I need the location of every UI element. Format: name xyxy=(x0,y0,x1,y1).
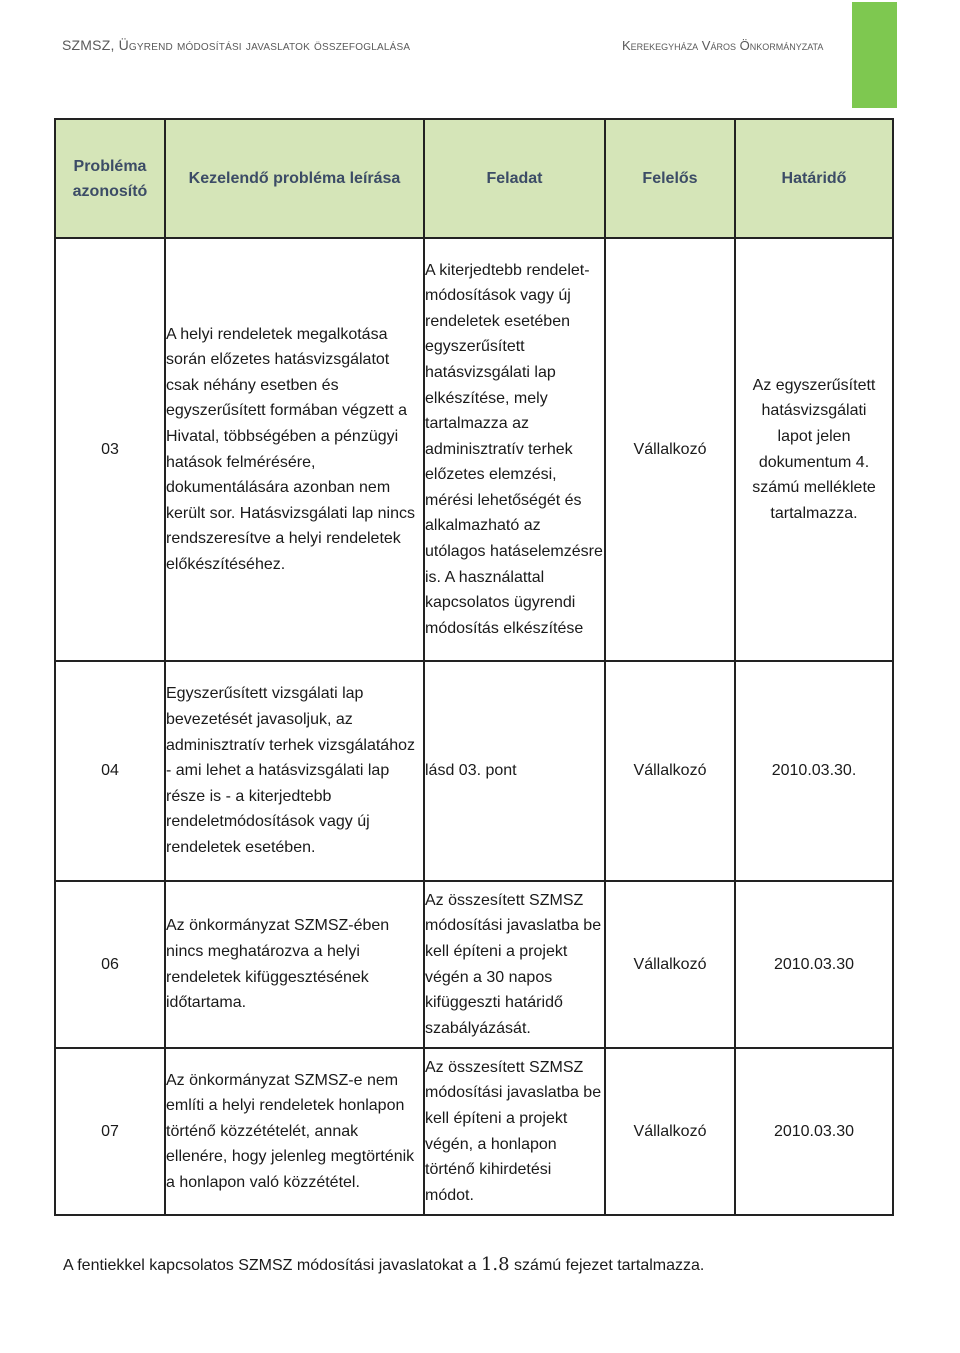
footer-text-before: A fentiekkel kapcsolatos SZMSZ módosítási javaslatokat a xyxy=(63,1257,481,1274)
deadline: 2010.03.30. xyxy=(735,661,893,881)
table-row xyxy=(55,238,893,661)
deadline: 2010.03.30 xyxy=(735,1048,893,1215)
footer-text-after: számú fejezet tartalmazza. xyxy=(509,1257,705,1274)
task: Az összesített SZMSZ módosítási javaslatba be kell építeni a projekt végén, a honlapon történő kihirdetési módot. xyxy=(424,1048,605,1215)
table-row xyxy=(55,661,893,881)
table-row xyxy=(55,1048,893,1215)
responsible: Vállalkozó xyxy=(605,238,735,661)
responsible: Vállalkozó xyxy=(605,881,735,1048)
column-header-responsible: Felelős xyxy=(605,119,735,238)
problem-table xyxy=(54,118,894,1216)
problem-id: 06 xyxy=(55,881,165,1048)
problem-description: A helyi rendeletek megalkotása során előzetes hatásvizsgálatot csak néhány esetben és egyszerűsített formában végzett a Hivatal, többségében a pénzügyi hatások felmérésére, dokumentálására azonban nem került sor. Hatásvizsgálati lap nincs rendszeresítve a helyi rendeletek előkészítéséhez. xyxy=(165,238,424,661)
document-header-title: SZMSZ, Ügyrend módosítási javaslatok összefoglalása xyxy=(62,37,411,53)
task: Az összesített SZMSZ módosítási javaslatba be kell építeni a projekt végén a 30 napos kifüggeszti határidő szabályázását. xyxy=(424,881,605,1048)
chapter-number: 1.8 xyxy=(480,1254,510,1275)
column-header-description: Kezelendő probléma leírása xyxy=(165,119,424,238)
problem-description: Az önkormányzat SZMSZ-ében nincs meghatározva a helyi rendeletek kifüggesztésének időtartama. xyxy=(165,881,424,1048)
document-header-organization: Kerekegyháza Város Önkormányzata xyxy=(622,38,824,53)
column-header-id: Probléma azonosító xyxy=(55,119,165,238)
column-header-deadline: Határidő xyxy=(735,119,893,238)
deadline: 2010.03.30 xyxy=(735,881,893,1048)
task: A kiterjedtebb rendelet-módosítások vagy új rendeletek esetében egyszerűsített hatásvizsgálati lap elkészítése, mely tartalmazza az adminisztratív terhek előzetes elemzési, mérési lehetőségét és alkalmazható az utólagos hatáselemzésre is. A használattal kapcsolatos ügyrendi módosítás elkészítése xyxy=(424,238,605,661)
table-header-row xyxy=(55,119,893,238)
column-header-task: Feladat xyxy=(424,119,605,238)
table-row xyxy=(55,881,893,1048)
problem-description: Egyszerűsített vizsgálati lap bevezetését javasoljuk, az adminisztratív terhek vizsgálatához - ami lehet a hatásvizsgálati lap része is - a kiterjedtebb rendeletmódosítások vagy új rendeletek esetében. xyxy=(165,661,424,881)
task: lásd 03. pont xyxy=(424,661,605,881)
problem-id: 03 xyxy=(55,238,165,661)
responsible: Vállalkozó xyxy=(605,1048,735,1215)
problem-id: 07 xyxy=(55,1048,165,1215)
accent-bar xyxy=(852,2,897,108)
deadline: Az egyszerűsített hatásvizsgálati lapot jelen dokumentum 4. számú melléklete tartalmazza. xyxy=(735,238,893,661)
problem-description: Az önkormányzat SZMSZ-e nem említi a helyi rendeletek honlapon történő közzétételét, annak ellenére, hogy jelenleg megtörténik a honlapon való közzététel. xyxy=(165,1048,424,1215)
footer-note xyxy=(63,1254,704,1275)
problem-id: 04 xyxy=(55,661,165,881)
responsible: Vállalkozó xyxy=(605,661,735,881)
